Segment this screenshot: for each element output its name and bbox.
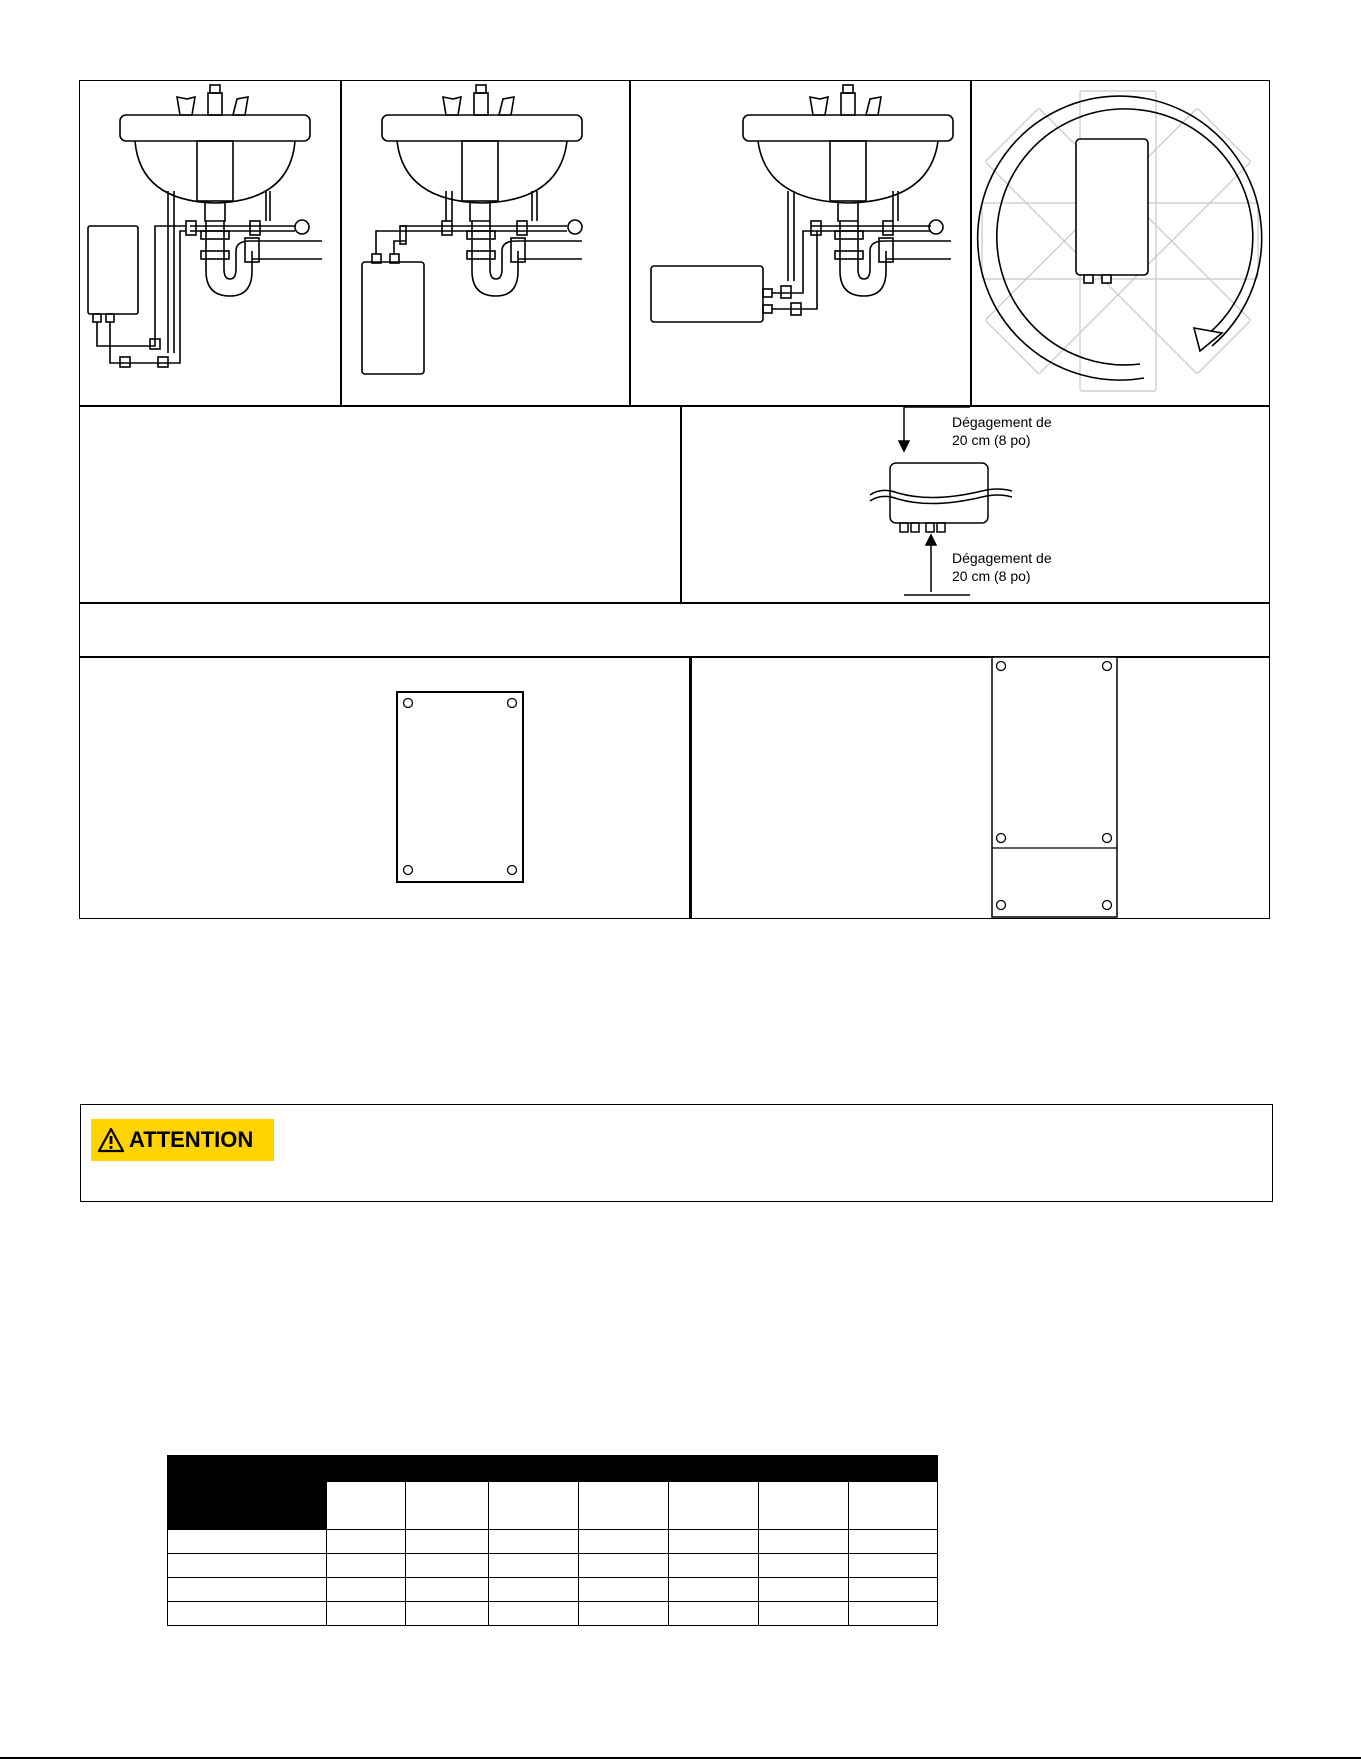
table-cell <box>759 1578 849 1602</box>
table-header-cell <box>669 1482 759 1530</box>
table-header-cell <box>489 1482 579 1530</box>
table-header-cell <box>406 1482 489 1530</box>
table-cell <box>669 1530 759 1554</box>
warning-triangle-icon <box>97 1127 125 1153</box>
table-cell <box>327 1602 406 1626</box>
warning-badge-label: ATTENTION <box>129 1127 254 1152</box>
table-cell <box>849 1530 938 1554</box>
table-cell <box>406 1578 489 1602</box>
table-cell <box>489 1530 579 1554</box>
table-cell <box>759 1554 849 1578</box>
unit-rotation-diagram <box>972 81 1269 405</box>
table-header-row <box>168 1456 938 1482</box>
warning-badge <box>91 1119 274 1161</box>
table-header-cell <box>579 1482 669 1530</box>
clearance-bottom-label-line1: Dégagement de <box>952 550 1052 566</box>
table-cell <box>489 1554 579 1578</box>
sink-install-wall-left-diagram <box>80 81 340 405</box>
table-cell <box>759 1602 849 1626</box>
sink-install-horizontal-diagram <box>631 81 970 405</box>
table-cell <box>489 1578 579 1602</box>
table-row <box>168 1602 938 1626</box>
spec-table <box>167 1455 938 1626</box>
table-cell <box>669 1602 759 1626</box>
table-header-cell <box>327 1456 938 1482</box>
table-header-cell <box>168 1456 327 1530</box>
table-cell <box>669 1578 759 1602</box>
table-cell <box>579 1554 669 1578</box>
mounting-template-large <box>990 655 1120 919</box>
table-cell <box>327 1578 406 1602</box>
footer-rule <box>0 1757 1361 1759</box>
table-header-cell <box>849 1482 938 1530</box>
table-cell <box>168 1530 327 1554</box>
mounting-template-small <box>395 690 527 886</box>
table-cell <box>669 1554 759 1578</box>
table-cell <box>849 1578 938 1602</box>
table-row <box>168 1578 938 1602</box>
table-cell <box>168 1578 327 1602</box>
table-cell <box>759 1530 849 1554</box>
table-cell <box>579 1602 669 1626</box>
table-cell <box>168 1602 327 1626</box>
table-cell <box>849 1554 938 1578</box>
table-cell <box>489 1602 579 1626</box>
table-cell <box>579 1578 669 1602</box>
table-header-cell <box>759 1482 849 1530</box>
clearance-top-label-line1: Dégagement de <box>952 414 1052 430</box>
table-row <box>168 1554 938 1578</box>
clearance-top-label-line2: 20 cm (8 po) <box>952 432 1031 448</box>
table-cell <box>579 1530 669 1554</box>
table-cell <box>406 1602 489 1626</box>
sink-install-floor-diagram <box>342 81 629 405</box>
table-cell <box>406 1554 489 1578</box>
table-cell <box>168 1554 327 1578</box>
table-cell <box>406 1530 489 1554</box>
divider <box>79 602 1270 604</box>
table-cell <box>327 1554 406 1578</box>
clearance-bottom-label-line2: 20 cm (8 po) <box>952 568 1031 584</box>
table-cell <box>849 1602 938 1626</box>
table-header-cell <box>327 1482 406 1530</box>
table-cell <box>327 1530 406 1554</box>
divider <box>689 656 692 919</box>
table-row <box>168 1530 938 1554</box>
